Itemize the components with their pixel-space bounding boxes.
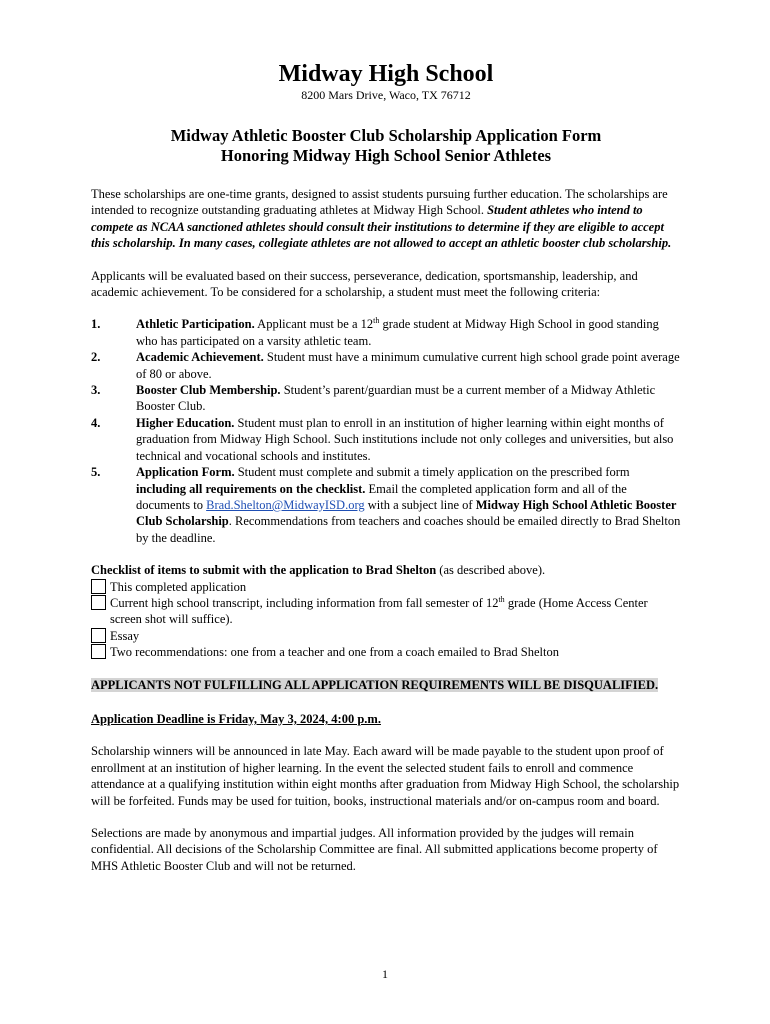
form-title-line-1: Midway Athletic Booster Club Scholarship Application Form [170, 126, 602, 145]
school-name: Midway High School [278, 61, 494, 87]
criteria-text: with a subject line of [364, 497, 476, 512]
criteria-number: 1. [91, 317, 101, 332]
checklist-item-text [110, 595, 681, 628]
checklist-heading-line [91, 562, 681, 578]
checkbox[interactable] [91, 579, 106, 594]
criteria-intro: Applicants will be evaluated based on their success, perseverance, dedication, sportsmanship, leadership, and academic achievement. To be considered for a scholarship, a student must meet the following criteria: [91, 268, 638, 300]
criteria-item [91, 382, 681, 415]
criteria-item [91, 464, 681, 546]
intro-text: These scholarships are one-time grants, designed to assist students pursuing further education. The scholarships are intended to recognize outstanding graduating athletes at Midway High School. [91, 187, 668, 218]
criteria-text: Student must complete and submit a timely application on the prescribed form [234, 465, 630, 480]
checklist-text: grade (Home Access Center screen shot will suffice). [110, 595, 648, 627]
school-address: 8200 Mars Drive, Waco, TX 76712 [301, 88, 471, 102]
criteria-body [136, 349, 681, 382]
checklist-item [91, 628, 681, 644]
criteria-number: 3. [91, 383, 101, 398]
checklist-item [91, 644, 681, 660]
criteria-number: 2. [91, 350, 101, 365]
email-subject-line: Midway High School Athletic Booster Club Scholarship [136, 497, 677, 529]
criteria-title: Booster Club Membership. [136, 383, 281, 398]
criteria-item [91, 349, 681, 382]
criteria-text: . Recommendations from teachers and coaches should be emailed directly to Brad Shelton by the deadline. [136, 514, 681, 545]
criteria-title: Academic Achievement. [136, 350, 264, 365]
criteria-text: Email the completed application form and all of the documents to [136, 481, 627, 512]
criteria-item [91, 316, 681, 349]
ordinal-suffix: th [498, 594, 505, 604]
intro-paragraph [91, 186, 681, 252]
ncaa-notice: Student athletes who intend to compete as NCAA sanctioned athletes should consult their institutions to determine if they are eligible to accept this scholarship. In many cases, collegiate athletes are not allowed to accept an athletic booster club scholarship. [91, 203, 672, 251]
criteria-title: Athletic Participation. [136, 317, 255, 332]
page-content [91, 60, 681, 874]
checklist-item [91, 579, 681, 595]
criteria-number: 5. [91, 465, 101, 480]
checkbox[interactable] [91, 644, 106, 659]
criteria-body [136, 464, 681, 546]
form-title-line-2: Honoring Midway High School Senior Athletes [220, 146, 552, 165]
checkbox[interactable] [91, 595, 106, 610]
criteria-body [136, 316, 681, 349]
checklist-item [91, 595, 681, 628]
disqualification-warning [91, 677, 681, 693]
criteria-list [91, 316, 681, 546]
checklist-requirement: including all requirements on the checklist. [136, 481, 366, 496]
checklist [91, 562, 681, 660]
checklist-item-text: Essay [110, 628, 140, 643]
criteria-body [136, 382, 681, 415]
criteria-body [136, 415, 681, 464]
application-deadline: Application Deadline is Friday, May 3, 2024, 4:00 p.m. [91, 711, 381, 726]
criteria-title: Higher Education. [136, 415, 235, 430]
criteria-text: grade student at Midway High School in good standing who has participated on a varsity athletic team. [136, 317, 659, 348]
checklist-heading-note: (as described above). [436, 563, 546, 578]
criteria-title: Application Form. [136, 465, 235, 480]
criteria-text: Applicant must be a 12 [254, 317, 374, 332]
checkbox[interactable] [91, 628, 106, 643]
email-link[interactable]: Brad.Shelton@MidwayISD.org [206, 497, 365, 512]
criteria-item [91, 415, 681, 464]
criteria-number: 4. [91, 415, 101, 430]
checklist-text: Current high school transcript, including information from fall semester of 12 [110, 595, 499, 610]
ordinal-suffix: th [373, 316, 380, 326]
checklist-item-text: Two recommendations: one from a teacher and one from a coach emailed to Brad Shelton [110, 645, 559, 660]
criteria-text: Student’s parent/guardian must be a current member of a Midway Athletic Booster Club. [136, 383, 656, 414]
criteria-text: Student must have a minimum cumulative current high school grade point average of 80 or above. [136, 350, 680, 381]
page-number: 1 [382, 967, 388, 981]
criteria-text: Student must plan to enroll in an institution of higher learning within eight months of graduation from Midway High School. Such institutions include not only colleges and universities, but also technical and vocational schools and institutes. [136, 415, 674, 463]
checklist-item-text: This completed application [110, 579, 247, 594]
selections-paragraph: Selections are made by anonymous and impartial judges. All information provided by the judges will remain confidential. All decisions of the Scholarship Committee are final. All submitted applications become property of MHS Athletic Booster Club and will not be returned. [91, 826, 658, 873]
warning-text: APPLICANTS NOT FULFILLING ALL APPLICATION REQUIREMENTS WILL BE DISQUALIFIED. [91, 677, 659, 692]
checklist-heading: Checklist of items to submit with the application to Brad Shelton [91, 563, 437, 578]
winners-paragraph: Scholarship winners will be announced in late May. Each award will be made payable to the student upon proof of enrollment at an institution of higher learning. In the event the selected student fails to enroll and commence attendance at a qualifying institution within eight months after graduation from Midway High School, the scholarship will be forfeited. Funds may be used for tuition, books, instructional materials and/or on-campus room and board. [91, 744, 680, 808]
